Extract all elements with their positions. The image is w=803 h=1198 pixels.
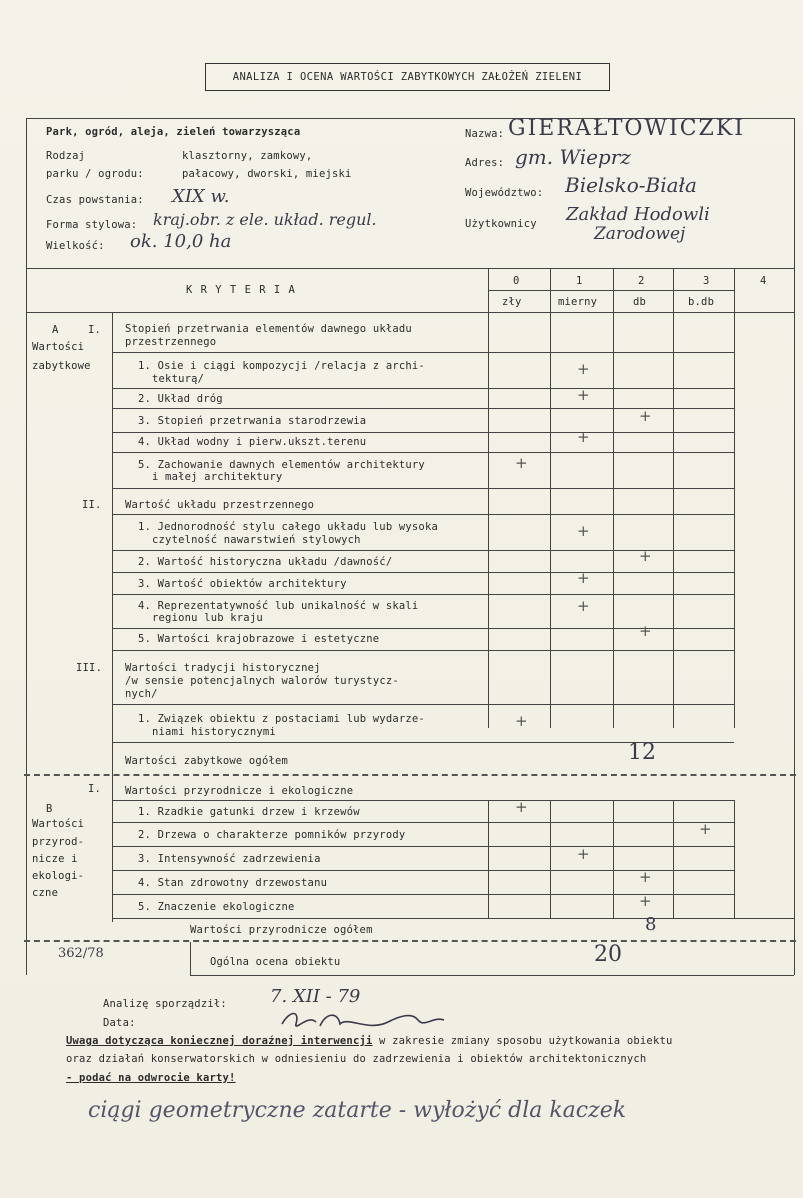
b-row0-line [112,800,734,801]
section-b-label-4: ekologi- [32,870,85,882]
g1-row0-line [112,352,734,353]
section-b-label-3: nicze i [32,853,78,865]
group3-title-2: /w sensie potencjalnych walorów turystycz- [125,675,399,687]
total-b-label: Wartości przyrodnicze ogółem [190,924,373,936]
section-b-label-1: Wartości [32,818,85,830]
col-2-line [613,268,614,728]
g2-row2-line [112,572,734,573]
b-row2-line [112,846,734,847]
czas-label: Czas powstania: [46,194,144,206]
g1-item-2: 2. Układ dróg [138,393,223,405]
frame-right [794,118,795,975]
g2-item-4b: regionu lub kraju [152,612,263,624]
b-item-3: 3. Intensywność zadrzewienia [138,853,321,865]
score-1: 1 [576,275,583,287]
note-line-3: - podać na odwrocie karty! [66,1072,236,1084]
section-a-label-2: zabytkowe [32,360,91,372]
tick-b-1: + [515,798,528,816]
analize-value: 7. XII - 79 [270,986,361,1007]
b-item-4: 4. Stan zdrowotny drzewostanu [138,877,328,889]
g2-item-1b: czytelność nawarstwień stylowych [152,534,361,546]
g1-item-1: 1. Osie i ciągi kompozycji /relacja z archi- [138,360,425,372]
score-label-1: mierny [558,296,598,308]
tick-b-5: + [639,892,652,910]
section-a-num: A [52,324,59,336]
b-end-line [112,918,794,919]
form-title-text: ANALIZA I OCENA WARTOŚCI ZABYTKOWYCH ZAŁOŻEŃ ZIELENI [232,71,583,83]
group2-title: Wartość układu przestrzennego [125,499,315,511]
park-label: Park, ogród, aleja, zieleń towarzysząca [46,126,301,138]
tick-b-4: + [639,868,652,886]
col-3-line-b [673,800,674,918]
wielkosc-value: ok. 10,0 ha [130,231,232,252]
g3-item-1: 1. Związek obiektu z postaciami lub wydarze- [138,713,425,725]
col-1-line [550,268,551,728]
tick-a2-1: + [577,522,590,540]
g1-item-3: 3. Stopień przetrwania starodrzewia [138,415,367,427]
b-item-5: 5. Znaczenie ekologiczne [138,901,295,913]
forma-value: kraj.obr. z ele. układ. regul. [153,210,377,229]
overall-left-line [190,942,191,975]
score-0: 0 [513,275,520,287]
g1-row4-line [112,452,734,453]
section-b-roman: I. [88,783,102,795]
left-col-line-b [112,776,113,922]
group3-roman: III. [76,662,103,674]
note-rest: w zakresie zmiany sposobu użytkowania obiektu [372,1035,673,1047]
tick-b-2: + [699,820,712,838]
g1-row3-line [112,432,734,433]
g2-row3-line [112,594,734,595]
tick-a2-3: + [577,569,590,587]
g2-row0-line [112,514,734,515]
uzytkownicy-value-2: Zarodowej [594,224,686,244]
nazwa-value: GIERAŁTOWICZKI [508,116,745,141]
score-label-2: db [633,296,647,308]
adres-label: Adres: [465,157,505,169]
total-a-value: 12 [628,740,656,765]
b-row1-line [112,822,734,823]
uzytkownicy-value-1: Zakład Hodowli [566,204,710,225]
tick-a1-3: + [639,407,652,425]
tick-a2-4: + [577,597,590,615]
tick-a1-2: + [577,386,590,404]
col-1-line-b [550,800,551,918]
czas-value: XIX w. [172,186,230,207]
wojewodztwo-value: Bielsko-Biała [565,173,697,197]
group1-title-1: Stopień przetrwania elementów dawnego układu [125,323,412,335]
g1-end-line [112,488,734,489]
g3-row0-line [112,704,734,705]
reference-number: 362/78 [58,946,104,961]
criteria-top-line [26,268,794,269]
nazwa-label: Nazwa: [465,128,505,140]
g2-item-5: 5. Wartości krajobrazowe i estetyczne [138,633,380,645]
section-b-num: B [46,803,53,815]
group1-title-2: przestrzennego [125,336,217,348]
overall-value: 20 [594,942,622,967]
tick-a2-5: + [639,622,652,640]
g1-item-1b: tekturą/ [152,373,205,385]
adres-value: gm. Wieprz [515,145,631,169]
analize-label: Analizę sporządził: [103,998,227,1010]
score-4: 4 [760,275,767,287]
frame-left [26,118,27,975]
g1-item-5: 5. Zachowanie dawnych elementów architektury [138,459,425,471]
section-divider [24,774,796,776]
criteria-label: K R Y T E R I A [186,284,296,296]
col-3-line [673,268,674,728]
col-2-line-b [613,800,614,918]
group2-roman: II. [82,499,102,511]
score-2: 2 [638,275,645,287]
overall-label: Ogólna ocena obiektu [210,956,341,968]
wojewodztwo-label: Województwo: [465,187,544,199]
b-item-1: 1. Rzadkie gatunki drzew i krzewów [138,806,360,818]
rodzaj-label: Rodzaj [46,150,86,162]
g1-item-4: 4. Układ wodny i pierw.ukszt.terenu [138,436,367,448]
score-3: 3 [703,275,710,287]
tick-a1-1: + [577,360,590,378]
total-a-label: Wartości zabytkowe ogółem [125,755,289,767]
form-title [205,63,610,91]
note-underlined: Uwaga dotycząca koniecznej doraźnej interwencji [66,1035,373,1047]
tick-a2-2: + [639,547,652,565]
section-a-label-1: Wartości [32,341,85,353]
criteria-bottom-line [26,312,794,313]
col-0-line [488,268,489,728]
signature [278,1006,448,1034]
b-item-2: 2. Drzewa o charakterze pomników przyrody [138,829,406,841]
group3-title-3: nych/ [125,688,158,700]
section-b-label-5: czne [32,887,59,899]
data-label: Data: [103,1017,136,1029]
g1-item-5b: i małej architektury [152,471,283,483]
score-label-0: zły [502,296,522,308]
section-a-roman: I. [88,324,102,336]
g3-item-1b: niami historycznymi [152,726,276,738]
rodzaj-line2: pałacowy, dworski, miejski [182,168,352,180]
note-line-2: oraz działań konserwatorskich w odniesieniu do zadrzewienia i obiektów architektonicznych [66,1053,647,1065]
rodzaj-line1: klasztorny, zamkowy, [182,150,313,162]
forma-label: Forma stylowa: [46,219,138,231]
parku-label: parku / ogrodu: [46,168,144,180]
tick-b-3: + [577,845,590,863]
g2-item-1: 1. Jednorodność stylu całego układu lub wysoka [138,521,438,533]
criteria-mid-line [488,290,734,291]
overall-bottom-line [190,975,794,976]
g2-item-2: 2. Wartość historyczna układu /dawność/ [138,556,393,568]
uzytkownicy-label: Użytkownicy [465,218,537,230]
tick-a1-4: + [577,428,590,446]
col-4-line-b [734,800,735,918]
bottom-divider [24,940,796,942]
score-label-3: b.db [688,296,715,308]
tick-a3-1: + [515,712,528,730]
g2-item-3: 3. Wartość obiektów architektury [138,578,347,590]
g1-row1-line [112,388,734,389]
col-4-line [734,268,735,728]
left-col-line [112,312,113,776]
handwritten-note: ciągi geometryczne zatarte - wyłożyć dla kaczek [88,1098,627,1123]
g2-item-4: 4. Reprezentatywność lub unikalność w skali [138,600,419,612]
group3-title-1: Wartości tradycji historycznej [125,662,321,674]
wielkosc-label: Wielkość: [46,240,105,252]
g2-end-line [112,650,734,651]
total-b-value: 8 [645,914,657,935]
tick-a1-5: + [515,454,528,472]
note-line-1 [66,1035,673,1047]
section-b-label-2: przyrod- [32,836,85,848]
col-0-line-b [488,800,489,918]
section-b-title: Wartości przyrodnicze i ekologiczne [125,785,354,797]
